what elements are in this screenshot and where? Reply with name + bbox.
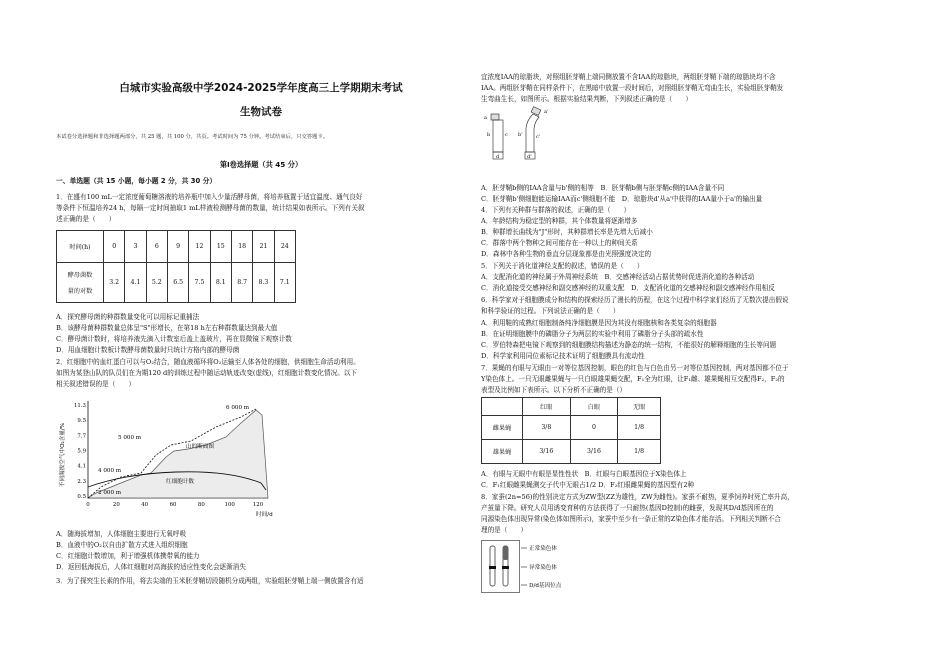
q2-y-tick-label: 5.9 [77, 448, 86, 455]
q8-stem-line: 同源染色体出现异常(染色体如图所示)，家蚕中至少有一条正常的Z染色体才能存活。下列相关判断不合 [481, 515, 781, 523]
left-column [56, 0, 466, 672]
q1-value-cell: 5.2 [146, 263, 167, 303]
q6-stem-line: 6．科学家对于细胞膜成分和结构的探索经历了漫长的历程，在这个过程中科学家们经历了无数次提出假说 [481, 296, 789, 304]
q2-y-ticks [74, 403, 87, 500]
label-2000m: 2 000 m [98, 490, 122, 496]
chromosome-box [482, 541, 520, 593]
label-d: d [496, 154, 500, 160]
q3-stem-line: 3．为了探究生长素的作用，将去尖端的玉米胚芽鞘切段随机分成两组，实验组胚芽鞘上端一侧放置含有适 [56, 577, 364, 585]
q3-option: C．胚芽鞘b'侧细胞能运输IAA而c'侧细胞不能 D．琼脂块d'从a'中获得的IAA量小于a'的输出量 [481, 195, 763, 203]
label-d-prime: d' [527, 154, 532, 160]
label-5000m: 5 000 m [118, 435, 142, 441]
q2-option: C．红细胞计数增加，利于增强机体携带氧的能力 [56, 552, 200, 560]
q7-row-label: 雌果蝇 [482, 416, 523, 440]
q1-value-cell: 8.1 [210, 263, 231, 303]
q2-x-tick-label: 40 [141, 502, 149, 508]
q1-option: A．探究酵母菌的种群数量变化可以用标记重捕法 [56, 313, 200, 321]
q1-table-header: 时间(h) [57, 231, 104, 263]
exam-title: 白城市实验高级中学2024-2025学年度高三上学期期末考试 [119, 82, 403, 94]
q1-time-cell: 21 [253, 231, 274, 263]
q2-stem-line: 2．红细胞中的血红蛋白可以与O₂结合，随血液循环将O₂运输至人体各处的细胞，供细胞生命活动利用。 [56, 358, 360, 366]
q1-value-cell: 7.5 [189, 263, 210, 303]
q7-header-cell: 白眼 [570, 398, 618, 416]
q7-option: C．F₁红眼雌果蝇测交子代中无眼占1/2 D．F₂红眼雌果蝇的基因型有2种 [481, 481, 695, 489]
q5-stem-line: 5．下列关于消化道神经支配的叙述，错误的是（ ） [481, 262, 644, 270]
q7-header-cell: 红眼 [523, 398, 571, 416]
q7-stem-line: 表型及比例如下表所示。以下分析不正确的是（） [481, 386, 627, 394]
q7-stem-line: Y染色体上。一只无眼雌果蝇与一只白眼雄果蝇交配，F₁全为红眼，让F₁雌、雄果蝇相互交配得F₂，F₂的 [481, 375, 785, 383]
q1-value-cell: 6.5 [167, 263, 188, 303]
q7-cell: 1/8 [618, 416, 661, 440]
legend-normal: 正常染色体 [529, 546, 557, 552]
q1-time-cell: 12 [189, 231, 210, 263]
q1-time-cell: 6 [146, 231, 167, 263]
q3-stem-line: IAA。两组胚芽鞘在同样条件下，在黑暗中放置一段时间后，对照组胚芽鞘无弯曲生长，实验组胚芽鞘发 [481, 84, 784, 92]
q1-table [56, 230, 296, 303]
exam-intro: 本试卷分选择题和非选择题两部分，共 25 题，共 100 分，共页。考试时间为 75 分钟。考试结束后，只交答题卡。 [56, 134, 329, 140]
q6-option: B．在证明细胞膜中的磷脂分子为两层的实验中利用了磷脂分子头部的疏水性 [481, 330, 704, 338]
right-column [481, 0, 891, 672]
q1-time-cell: 3 [125, 231, 146, 263]
q7-header-cell: 无眼 [618, 398, 661, 416]
q7-cell: 3/16 [523, 440, 571, 464]
q2-y-tick-label: 7.7 [77, 433, 86, 440]
q8-stem-line: 8．家蚕(2n=56)的性别决定方式为ZW型(ZZ为雄性，ZW为雌性)。家蚕不耐热，夏季饲养时死亡率升高， [481, 493, 794, 501]
q2-stem-line: 如图为某登山队的队员们在为期120 d的训练过程中随运动轨迹改变(虚线)，红细胞计数变化情况。以下 [56, 369, 357, 377]
part-heading: 第Ⅰ卷选择题（共 45 分） [219, 160, 303, 169]
q1-value-cell: 7.1 [274, 263, 295, 303]
q3-stem-line: 生弯曲生长，如图所示。根据实验结果判断，下列叙述正确的是（ ） [481, 95, 692, 103]
label-a: a [484, 115, 487, 121]
label-rbc-count: 红细胞计数 [166, 479, 194, 485]
q8-chromosome-figure [481, 540, 601, 595]
q2-y-tick-label: 11.3 [73, 403, 86, 409]
q7-cell: 1/8 [618, 440, 661, 464]
q7-table [481, 397, 661, 464]
q5-option: A．支配消化道的神经属于外周神经系统 B．交感神经活动占据优势时促进消化道的各种活动 [481, 273, 755, 281]
q2-y-tick-label: 9.5 [77, 418, 86, 425]
q1-option: D．用血细胞计数板计数酵母菌数量时只统计方格内部的酵母菌 [56, 346, 240, 354]
q6-stem-line: 和科学验证的过程。下列说法正确的是（ ） [481, 307, 620, 315]
q1-time-cell: 15 [210, 231, 231, 263]
q1-stem-line: 等条件下恒温培养24 h，每隔一定时间抽取1 mL样液检测酵母菌的数量，统计结果如表所示。下列有关叙 [56, 204, 365, 212]
q2-x-ticks [86, 502, 263, 508]
label-4000m: 4 000 m [98, 468, 122, 474]
q1-value-cell: 3.2 [104, 263, 125, 303]
q1-option: B．该酵母菌种群数量总体呈"S"形增长，在第18 h左右种群数量达到最大值 [56, 324, 278, 332]
label-mountain: 山的断面图 [186, 444, 214, 450]
q1-stem-line: 1．在盛有100 mL一定浓度葡萄糖溶液的培养瓶中加入少量活酵母菌，将培养瓶置于适宜温度、通气良好 [56, 193, 363, 201]
q1-value-cell: 4.1 [125, 263, 146, 303]
q2-x-tick-label: 100 [224, 502, 235, 508]
q2-x-tick-label: 80 [197, 502, 205, 508]
q2-stem-line: 相关叙述错误的是（ ） [56, 380, 136, 388]
q2-option: D．返回低海拔后，人体红细胞对高海拔的适应性变化会逐渐消失 [56, 563, 246, 571]
exam-subtitle: 生物试卷 [240, 106, 282, 118]
q2-x-axis-label: 时间/d [256, 512, 273, 518]
agar-block-a [491, 114, 499, 120]
q7-cell: 3/16 [570, 440, 618, 464]
q1-time-cell: 0 [104, 231, 125, 263]
q1-value-cell: 8.7 [231, 263, 252, 303]
q4-option: D．森林中各种生物的垂直分层现象都是由光照强度决定的 [481, 250, 652, 258]
q2-chart [56, 395, 286, 525]
q7-header-cell [482, 398, 523, 416]
label-b-prime: b' [518, 132, 523, 138]
q4-option: B．种群增长曲线为"J"形时，其种群增长率是先增大后减小 [481, 228, 653, 236]
label-b: b [487, 132, 491, 138]
q2-option: A．随海拔增加，人体细胞主要进行无氧呼吸 [56, 530, 187, 538]
q5-option: C．消化道接受交感神经和副交感神经的双重支配 D．支配消化道的交感神经和副交感神经作用相反 [481, 284, 775, 292]
q3-option: A．胚芽鞘b侧的IAA含量与b'侧的相等 B．胚芽鞘b侧与胚芽鞘c侧的IAA含量不同 [481, 184, 725, 192]
q7-stem-line: 7．果蝇的有眼与无眼由一对等位基因控制，眼色的红色与白色由另一对等位基因控制，两对基因都不位于 [481, 364, 789, 372]
q4-option: C．群落中两个物种之间可能存在一种以上的种间关系 [481, 239, 638, 247]
q2-x-tick-label: 20 [112, 502, 120, 508]
q7-cell: 0 [570, 416, 618, 440]
q6-option: D．科学家利用同位素标记技术证明了细胞膜具有流动性 [481, 352, 645, 360]
legend-gene-locus: D/d基因位点 [529, 583, 562, 589]
q3-stem-line: 宜浓度IAA的琼脂块，对照组胚芽鞘上端同侧放置不含IAA的琼脂块，两组胚芽鞘下端的琼脂块均不含 [481, 73, 776, 81]
q1-value-cell: 8.3 [253, 263, 274, 303]
q7-cell: 3/8 [523, 416, 571, 440]
q4-stem-line: 4．下列有关种群与群落的叙述，正确的是（ ） [481, 206, 631, 214]
q1-stem-line: 述正确的是（ ） [56, 215, 116, 223]
coleoptile-experimental [526, 114, 539, 152]
q8-stem-line: 产茧量下降。研究人员用诱变育种的方法获得了一只耐热(基因D控制)的雌蚕，发现其D/d基因所在的 [481, 504, 774, 512]
q6-option: A．利用鞋的成熟红细胞制备纯净细胞膜是因为其没有细胞核和各类复杂的细胞器 [481, 319, 717, 327]
label-c-prime: c' [536, 134, 541, 140]
q6-option: C．罗伯特森把电镜下观察到的细胞膜结构描述为静态的统一结构，不能很好的解释细胞的生长等问题 [481, 341, 777, 349]
q1-table-header: 酵母菌数 量的对数 [57, 263, 104, 303]
legend-abnormal: 异常染色体 [529, 565, 557, 571]
gene-locus [489, 566, 496, 569]
label-6000m: 6 000 m [226, 405, 250, 411]
label-c: c [505, 132, 508, 138]
q1-option: C．酵母菌计数时，将培养液先滴入计数室后盖上盖玻片，再在显微镜下观察计数 [56, 335, 292, 343]
q2-option: B．血液中的O₂以自由扩散方式进入组织细胞 [56, 541, 188, 549]
q7-row-label: 雄果蝇 [482, 440, 523, 464]
q2-y-tick-label: 2.3 [77, 478, 86, 485]
q1-time-cell: 18 [231, 231, 252, 263]
q1-time-cell: 9 [167, 231, 188, 263]
q4-option: A．年龄结构为稳定型的种群，其个体数量将逐渐增多 [481, 217, 638, 225]
label-a-prime: a' [544, 109, 549, 115]
q3-figure [481, 106, 561, 166]
gene-locus [502, 566, 509, 569]
q2-y-tick-label: 0.5 [77, 494, 86, 500]
q7-option: A．有眼与无眼中有眼是显性性状 B．红眼与白眼基因位于X染色体上 [481, 470, 687, 478]
q2-x-tick-label: 0 [86, 502, 90, 508]
q1-time-cell: 24 [274, 231, 295, 263]
coleoptile-control [493, 120, 503, 152]
q2-y-axis-label: 不同海拔空气中O₂含量/% [60, 422, 66, 488]
q2-y-tick-label: 4.1 [77, 463, 86, 470]
section-heading: 一、单选题（共 15 小题，每小题 2 分，共 30 分） [56, 177, 217, 185]
q2-x-tick-label: 120 [252, 502, 264, 508]
q2-x-tick-label: 60 [169, 502, 177, 508]
abnormal-segment [503, 546, 508, 560]
q8-stem-line: 理的是（ ） [481, 526, 528, 534]
